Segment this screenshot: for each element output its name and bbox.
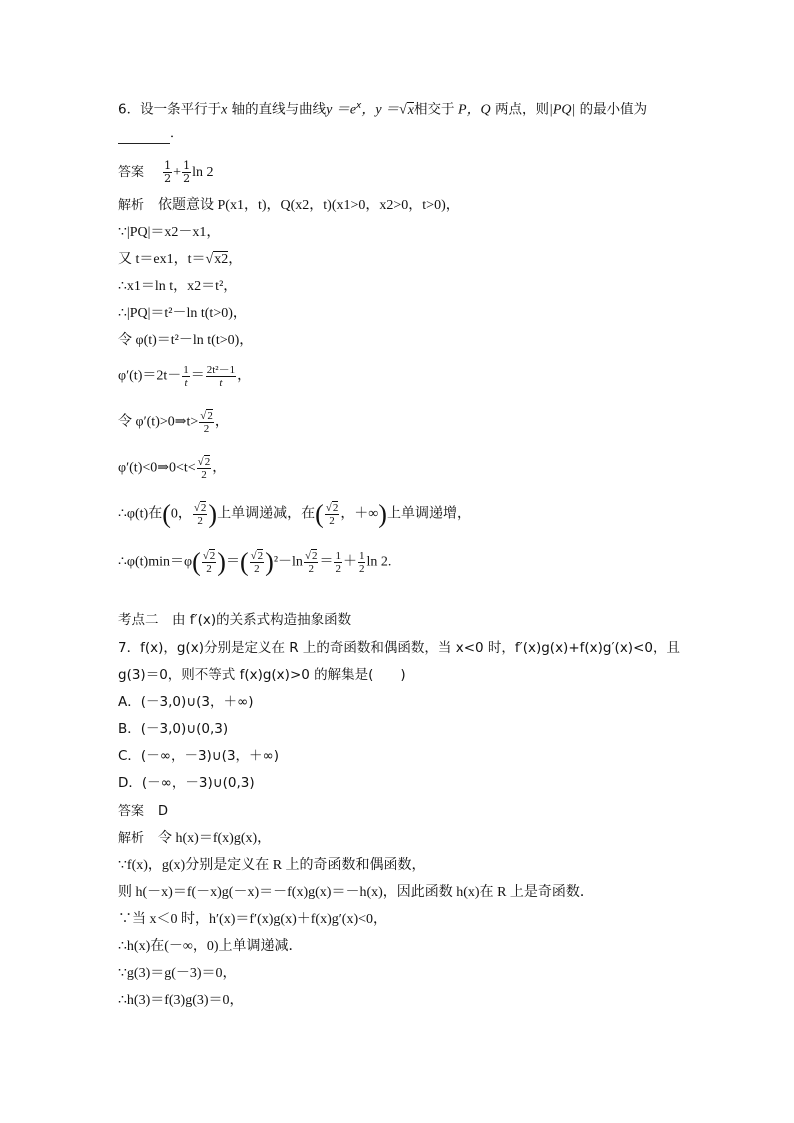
fraction-sqrt2-over-2: $\frac{√2}{2}$: [197, 456, 211, 481]
option-text: D．(－∞，－3)∪(0,3): [118, 775, 255, 791]
sqrt-arg: x2: [214, 252, 229, 267]
option-text: A．(－3,0)∪(3，＋∞): [118, 694, 254, 710]
ln2: ln 2: [192, 165, 214, 180]
sol-text: ln 2.: [366, 554, 392, 570]
answer-label: 答案: [118, 165, 145, 180]
period: ．: [170, 126, 184, 141]
sol6-line-9: [118, 456, 694, 481]
fraction-half: $\frac{1}{2}$: [164, 159, 172, 185]
sol-text: 上单调递减，在: [217, 506, 316, 522]
fraction-sqrt2-over-2: $\frac{√2}{2}$: [202, 550, 216, 575]
sol6-line-2: [118, 223, 694, 243]
sol-text: φ′(t)<0⇒0<t<: [118, 460, 196, 476]
sol7-line-3: [118, 883, 694, 903]
q7-text: 7．f(x)，g(x)分别是定义在 R 上的奇函数和偶函数，当 x<0 时，f′(x)g(x)+f(x)g′(x)<0，且: [118, 640, 680, 656]
plus: +: [173, 165, 182, 180]
sol6-line-8: [118, 410, 694, 435]
sol-text: 0，: [170, 506, 192, 522]
q6-stem: 6．设一条平行于x 轴的直线与曲线$y =e^x$，y ＝√x相交于 P，Q 两点，则|PQ| 的最小值为: [118, 101, 648, 118]
q6-text: 轴的直线与曲线: [227, 101, 327, 118]
sol6-line-10: ∴φ(t)在(0， $\frac{√2}{2}$ )上单调递减，在( $\frac{√2}{2}$ ，＋∞)上单调递增，: [118, 499, 471, 529]
q6-var-x: x: [221, 102, 228, 118]
sol-text: ∴|PQ|＝t²－ln t(t>0)，: [118, 306, 247, 321]
sol-text: ∵|PQ|＝x2－x1，: [118, 225, 221, 240]
sol-text: ，: [212, 460, 227, 476]
sol-text: ∵g(3)＝g(－3)＝0，: [118, 966, 237, 981]
fraction-sqrt2-over-2: $\frac{√2}{2}$: [200, 410, 213, 435]
sol-text: ，: [214, 414, 229, 430]
q6-point-q: ，Q: [466, 102, 491, 118]
sol6-line-4: [118, 277, 694, 297]
sol7-line-6: [118, 964, 694, 984]
fraction-half: $\frac{1}{2}$: [183, 159, 191, 185]
sol6-line-1: [118, 196, 694, 216]
fraction: $\frac{\text{2t²－1}}{t}$: [206, 364, 236, 389]
q6-text: 的最小值为: [575, 101, 648, 118]
sol-text: 上单调递增，: [386, 506, 471, 522]
sol7-line-5: [118, 937, 694, 957]
option-text: B．(－3,0)∪(0,3): [118, 721, 229, 737]
fraction-sqrt2-over-2: $\frac{√2}{2}$: [193, 502, 207, 527]
sol7-line-7: [118, 991, 694, 1011]
sol-text: ＋: [342, 554, 357, 570]
fraction-sqrt2-over-2: $\frac{√2}{2}$: [250, 550, 264, 575]
sol-text: ＝: [190, 368, 205, 384]
sol-text: 令 φ(t)＝t²－ln t(t>0)，: [118, 333, 254, 348]
sol-text: φ′(t)＝2t－: [118, 368, 182, 384]
q6-pq: |PQ|: [548, 102, 576, 118]
q7-text: g(3)＝0，则不等式 f(x)g(x)>0 的解集是( ): [118, 667, 406, 683]
answer-value: D: [158, 804, 169, 819]
sol-text: ＝: [225, 554, 240, 570]
q6-exponent: x: [356, 101, 362, 111]
sol7-line-2: [118, 856, 694, 876]
sol-text: ∴h(3)＝f(3)g(3)＝0，: [118, 993, 244, 1008]
sol-text: 依题意设 P(x1，t)，Q(x2，t)(x1>0，x2>0，t>0)，: [158, 198, 460, 213]
solution-label: 解析: [118, 831, 145, 846]
fraction-half: $\frac{1}{2}$: [358, 550, 365, 575]
fraction-sqrt2-over-2: $\frac{√2}{2}$: [304, 550, 318, 575]
q7-option-a: [118, 692, 694, 712]
sol6-line-7: [118, 364, 694, 389]
fraction-sqrt2-over-2: $\frac{√2}{2}$: [325, 502, 339, 527]
sol-text: ∴x1＝ln t，x2＝t²，: [118, 279, 238, 294]
sol-text: 又 t＝ex1，t＝: [118, 252, 206, 267]
q6-text: 两点，则: [490, 101, 549, 118]
sol6-line-11: ∴φ(t)min＝φ( $\frac{√2}{2}$ )＝( $\frac{√2}{2}$ )²－ln $\frac{√2}{2}$ ＝ $\frac{1}{2}$ ＋ $\frac{1}{2}$ ln 2.: [118, 547, 392, 577]
q6-sqrt-x: x: [407, 102, 414, 118]
sol6-line-3: 又 t＝ex1，t＝√x2，: [118, 252, 243, 267]
sol-text: ∵当 x＜0 时，h′(x)＝f′(x)g(x)＋f(x)g′(x)<0，: [118, 912, 388, 927]
q7-option-b: [118, 719, 694, 739]
sol-text: 令 h(x)＝f(x)g(x)，: [158, 831, 272, 846]
q7-option-c: [118, 746, 694, 766]
sol-text: ，: [228, 252, 243, 267]
solution-label: 解析: [118, 198, 145, 213]
sol6-line-5: [118, 304, 694, 324]
sol-text: 令 φ′(t)>0⇒t>: [118, 414, 199, 430]
q7-option-d: [118, 773, 694, 793]
q6-answer: [118, 160, 694, 185]
q7-answer: [118, 802, 694, 822]
sol-text: ∴φ(t)在: [118, 506, 163, 522]
sol-text: ∴φ(t)min＝φ: [118, 554, 193, 570]
q6-text: 相交于: [414, 101, 455, 118]
sol-text: ＝: [319, 554, 334, 570]
q6-point-p: P: [454, 102, 467, 118]
q6-curve-1: y ＝e: [326, 102, 357, 118]
option-text: C．(－∞，－3)∪(3，＋∞): [118, 748, 280, 764]
sol-text: ∵f(x)，g(x)分别是定义在 R 上的奇函数和偶函数，: [118, 858, 426, 873]
sol-text: ，: [237, 368, 252, 384]
answer-label: 答案: [118, 804, 145, 819]
q6-curve-2: ，y ＝: [361, 102, 400, 118]
section-title: [118, 610, 694, 630]
sol-text: ∴h(x)在(－∞，0)上单调递减．: [118, 939, 303, 954]
sol-text: ，＋∞: [340, 506, 379, 522]
q7-stem-line-1: [118, 638, 694, 658]
q7-stem-line-2: [118, 665, 694, 685]
fraction: $\frac{1}{t}$: [183, 364, 189, 389]
q6-answer-blank-line: [118, 124, 694, 144]
sol7-line-4: [118, 910, 694, 930]
section-title-text: 考点二 由 f′(x)的关系式构造抽象函数: [118, 612, 352, 628]
answer-blank: [118, 129, 170, 144]
sol-text: 则 h(－x)＝f(－x)g(－x)＝－f(x)g(x)＝－h(x)，因此函数 h(x)在 R 上是奇函数．: [118, 885, 594, 900]
sol6-line-6: [118, 331, 694, 351]
fraction-half: $\frac{1}{2}$: [335, 550, 341, 575]
sol-text: ²－ln: [273, 554, 303, 570]
sol7-line-1: [118, 829, 694, 849]
q6-text: 6．设一条平行于: [118, 101, 222, 118]
